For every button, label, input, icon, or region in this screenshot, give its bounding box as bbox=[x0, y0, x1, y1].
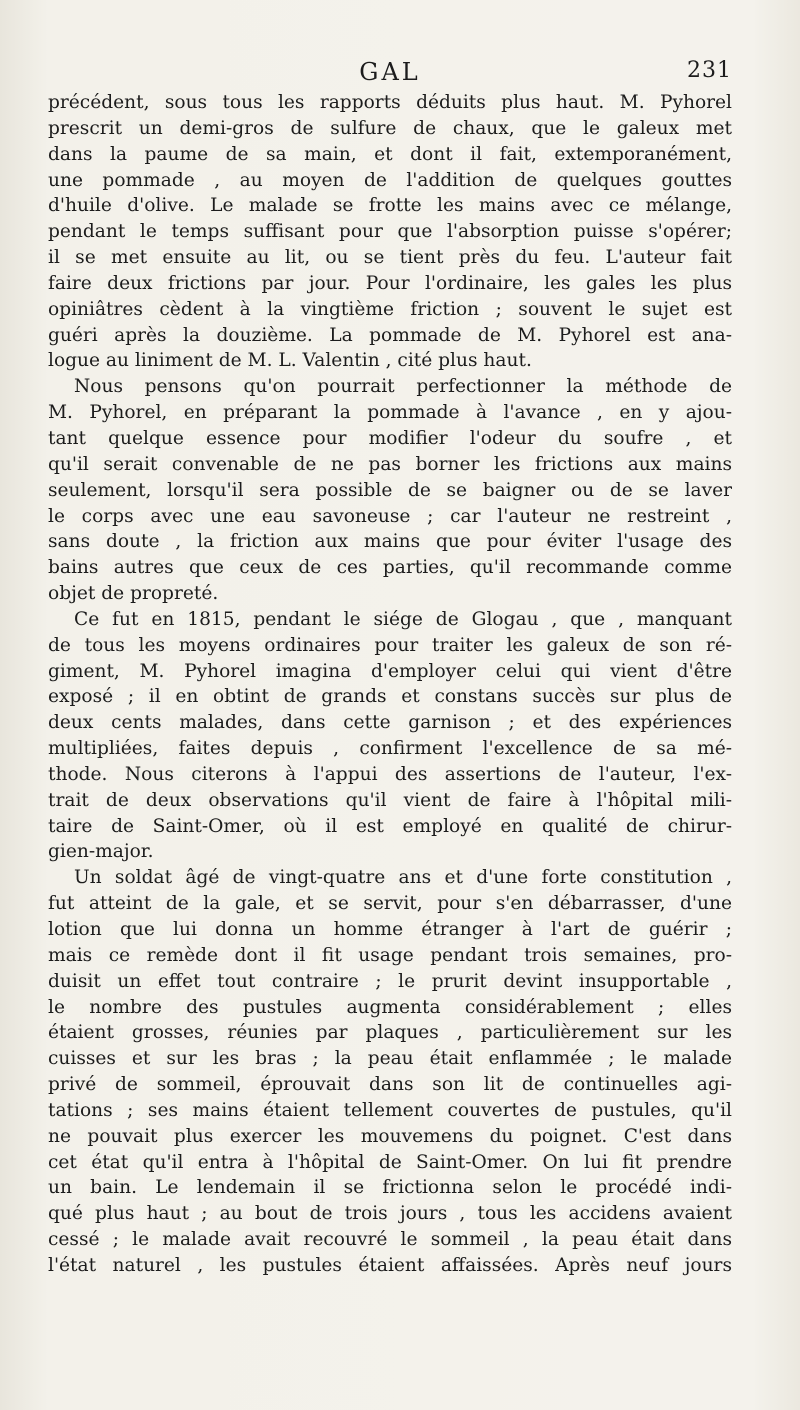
text-line: cet état qu'il entra à l'hôpital de Saint-Omer. On lui fit prendre bbox=[48, 1151, 732, 1173]
text-line: fut atteint de la gale, et se servit, pour s'en débarrasser, d'une bbox=[48, 893, 732, 915]
text-line: tant quelque essence pour modifier l'odeur du soufre , et bbox=[48, 427, 732, 449]
text-line: le nombre des pustules augmenta considérablement ; elles bbox=[48, 996, 732, 1018]
paragraph bbox=[48, 607, 732, 865]
page-header-title: GAL bbox=[359, 58, 421, 86]
text-line: qu'il serait convenable de ne pas borner les frictions aux mains bbox=[48, 453, 732, 475]
text-line: une pommade , au moyen de l'addition de quelques gouttes bbox=[48, 169, 732, 191]
text-line: deux cents malades, dans cette garnison ; et des expériences bbox=[48, 712, 732, 734]
text-line: précédent, sous tous les rapports déduits plus haut. M. Pyhorel bbox=[48, 92, 732, 113]
paragraph bbox=[48, 374, 732, 607]
text-line: tations ; ses mains étaient tellement couvertes de pustules, qu'il bbox=[48, 1099, 732, 1121]
text-line: exposé ; il en obtint de grands et constans succès sur plus de bbox=[48, 686, 732, 708]
text-line: mais ce remède dont il fit usage pendant trois semaines, pro- bbox=[48, 944, 732, 966]
text-line: prescrit un demi-gros de sulfure de chaux, que le galeux met bbox=[48, 117, 732, 139]
text-line: d'huile d'olive. Le malade se frotte les mains avec ce mélange, bbox=[48, 195, 732, 217]
page-number: 231 bbox=[687, 58, 732, 83]
text-line: un bain. Le lendemain il se frictionna selon le procédé indi- bbox=[48, 1177, 732, 1199]
text-line: Ce fut en 1815, pendant le siége de Glogau , que , manquant bbox=[74, 608, 732, 630]
text-line: l'état naturel , les pustules étaient affaissées. Après neuf jours bbox=[48, 1254, 732, 1276]
text-line: pendant le temps suffisant pour que l'absorption puisse s'opérer; bbox=[48, 221, 732, 243]
text-line: objet de propreté. bbox=[48, 583, 219, 605]
text-line: cessé ; le malade avait recouvré le sommeil , la peau était dans bbox=[48, 1229, 732, 1251]
text-line: gien-major. bbox=[48, 841, 154, 863]
paragraph bbox=[48, 90, 732, 374]
text-line: faire deux frictions par jour. Pour l'ordinaire, les gales les plus bbox=[48, 272, 732, 294]
text-line: sans doute , la friction aux mains que pour éviter l'usage des bbox=[48, 531, 732, 553]
text-line: Nous pensons qu'on pourrait perfectionner la méthode de bbox=[74, 376, 732, 398]
text-line: multipliées, faites depuis , confirment l'excellence de sa mé- bbox=[48, 738, 732, 760]
running-head bbox=[48, 58, 732, 88]
text-line: bains autres que ceux de ces parties, qu'il recommande comme bbox=[48, 557, 732, 579]
text-line: opiniâtres cèdent à la vingtième friction ; souvent le sujet est bbox=[48, 298, 732, 320]
text-line: étaient grosses, réunies par plaques , particulièrement sur les bbox=[48, 1022, 732, 1044]
body-text bbox=[48, 90, 732, 1279]
text-line: seulement, lorsqu'il sera possible de se baigner ou de se laver bbox=[48, 479, 732, 501]
text-line: duisit un effet tout contraire ; le prurit devint insupportable , bbox=[48, 970, 732, 992]
text-line: lotion que lui donna un homme étranger à l'art de guérir ; bbox=[48, 919, 732, 940]
text-line: de tous les moyens ordinaires pour traiter les galeux de son ré- bbox=[48, 634, 732, 656]
text-line: M. Pyhorel, en préparant la pommade à l'avance , en y ajou- bbox=[48, 402, 732, 424]
text-line: giment, M. Pyhorel imagina d'employer celui qui vient d'être bbox=[48, 660, 732, 682]
text-line: thode. Nous citerons à l'appui des assertions de l'auteur, l'ex- bbox=[48, 763, 732, 785]
text-line: dans la paume de sa main, et dont il fait, extemporanément, bbox=[48, 143, 732, 165]
text-line: Un soldat âgé de vingt-quatre ans et d'une forte constitution , bbox=[74, 867, 732, 889]
text-line: le corps avec une eau savoneuse ; car l'auteur ne restreint , bbox=[48, 505, 732, 527]
paragraph bbox=[48, 865, 732, 1279]
text-line: cuisses et sur les bras ; la peau était enflammée ; le malade bbox=[48, 1048, 732, 1070]
text-line: taire de Saint-Omer, où il est employé en qualité de chirur- bbox=[48, 815, 732, 837]
text-line: trait de deux observations qu'il vient de faire à l'hôpital mili- bbox=[48, 789, 732, 811]
text-line: ne pouvait plus exercer les mouvemens du poignet. C'est dans bbox=[48, 1125, 732, 1147]
text-line: privé de sommeil, éprouvait dans son lit de continuelles agi- bbox=[48, 1074, 732, 1096]
text-line: il se met ensuite au lit, ou se tient près du feu. L'auteur fait bbox=[48, 247, 732, 269]
text-line: qué plus haut ; au bout de trois jours , tous les accidens avaient bbox=[48, 1203, 732, 1225]
text-line: logue au liniment de M. L. Valentin , cité plus haut. bbox=[48, 350, 532, 372]
text-line: guéri après la douzième. La pommade de M. Pyhorel est ana- bbox=[48, 324, 732, 346]
